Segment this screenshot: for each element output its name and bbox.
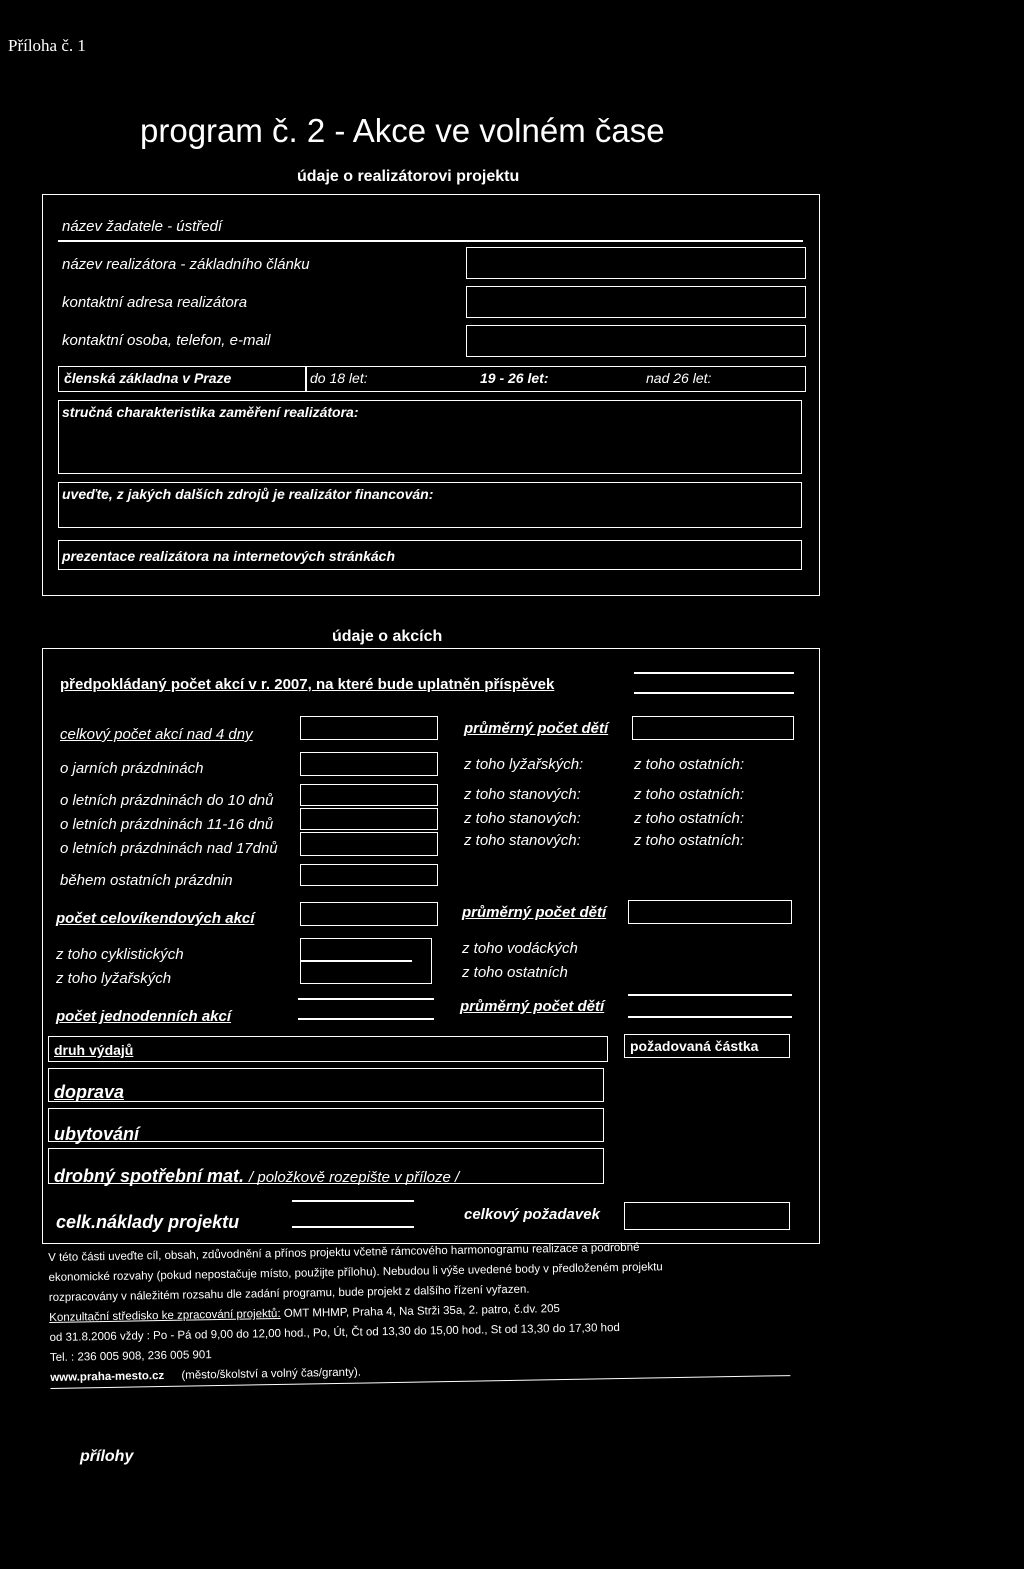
- ski-2-label: z toho lyžařských: [56, 970, 172, 987]
- divider: [634, 692, 794, 694]
- divider: [292, 1226, 414, 1228]
- divider: [298, 1018, 434, 1020]
- summer-17-camp-label: z toho stanových:: [464, 832, 581, 849]
- membership-label: členská základna v Praze: [64, 370, 232, 386]
- weekend-count-label: počet celovíkendových akcí: [56, 910, 255, 927]
- expense-type-header: druh výdajů: [54, 1042, 134, 1058]
- summer-11-16-field[interactable]: [300, 808, 438, 830]
- summer-10-label: o letních prázdninách do 10 dnů: [60, 792, 274, 809]
- water-label: z toho vodáckých: [462, 940, 578, 957]
- total-costs-label: celk.náklady projektu: [56, 1212, 240, 1232]
- contact-person-field[interactable]: [466, 325, 806, 357]
- weekend-count-field[interactable]: [300, 902, 438, 926]
- divider: [305, 366, 307, 392]
- other-holidays-label: během ostatních prázdnin: [60, 872, 233, 889]
- other-sources-label: uveďte, z jakých dalších zdrojů je realizátor financován:: [62, 486, 434, 502]
- oneday-count-label: počet jednodenních akcí: [56, 1008, 232, 1025]
- age-under18-label: do 18 let:: [310, 370, 368, 386]
- realizer-name-field[interactable]: [466, 247, 806, 279]
- summer-11-16-camp-label: z toho stanových:: [464, 810, 581, 827]
- other-2-label: z toho ostatních: [462, 964, 568, 981]
- note-line-3: rozpracovány v náležitém rozsahu dle zadání programu, bude projekt z dalšího řízení vyřazen.: [48, 1283, 530, 1304]
- total-request-field[interactable]: [624, 1202, 790, 1230]
- divider: [300, 960, 412, 962]
- divider: [628, 1016, 792, 1018]
- avg-children-label: průměrný počet dětí: [464, 720, 609, 737]
- total-over4-field[interactable]: [300, 716, 438, 740]
- spring-ski-label: z toho lyžařských:: [464, 756, 584, 773]
- spring-label: o jarních prázdninách: [60, 760, 204, 777]
- summer-17-other-label: z toho ostatních:: [634, 832, 745, 849]
- total-costs-field[interactable]: [292, 1200, 414, 1202]
- cycling-label: z toho cyklistických: [56, 946, 184, 963]
- consultation-label: Konzultační středisko ke zpracování projektů:: [49, 1307, 281, 1324]
- avg-children-3-field[interactable]: [628, 994, 792, 996]
- transport-label: doprava: [54, 1082, 125, 1102]
- age-19-26-label: 19 - 26 let:: [480, 370, 549, 386]
- web-presentation-field[interactable]: [58, 540, 802, 570]
- applicant-name-label: název žadatele - ústředí: [62, 218, 223, 235]
- transport-field[interactable]: [48, 1068, 604, 1102]
- planned-count-label: předpokládaný počet akcí v r. 2007, na které bude uplatněn příspěvek: [60, 676, 555, 693]
- avg-children-field[interactable]: [632, 716, 794, 740]
- other-holidays-field[interactable]: [300, 864, 438, 886]
- total-over4-label: celkový počet akcí nad 4 dny: [60, 726, 253, 743]
- contact-address-label: kontaktní adresa realizátora: [62, 294, 248, 311]
- avg-children-3-label: průměrný počet dětí: [460, 998, 605, 1015]
- note-line-2: ekonomické rozvahy (pokud nepostačuje místo, použijte přílohu). Nebudou li výše uvedené body v předloženém projektu: [48, 1261, 663, 1284]
- age-over26-label: nad 26 let:: [646, 370, 712, 386]
- summer-11-16-label: o letních prázdninách 11-16 dnů: [60, 816, 274, 833]
- accommodation-field[interactable]: [48, 1108, 604, 1142]
- consumables-text: drobný spotřební mat.: [54, 1166, 245, 1186]
- other-sources-field[interactable]: [58, 482, 802, 528]
- page-title: program č. 2 - Akce ve volném čase: [140, 112, 665, 149]
- events-section-heading: údaje o akcích: [332, 628, 443, 645]
- realizer-section-heading: údaje o realizátorovi projektu: [297, 168, 520, 185]
- oneday-count-field[interactable]: [298, 998, 434, 1000]
- attachments-label: přílohy: [80, 1448, 134, 1465]
- realizer-name-label: název realizátora - základního článku: [62, 256, 310, 273]
- summer-17-field[interactable]: [300, 832, 438, 856]
- website-path: (město/školství a volný čas/granty).: [181, 1366, 362, 1382]
- web-presentation-label: prezentace realizátora na internetových stránkách: [62, 548, 396, 564]
- divider: [58, 240, 803, 242]
- total-request-label: celkový požadavek: [464, 1206, 600, 1223]
- note-line-6: Tel. : 236 005 908, 236 005 901: [49, 1349, 212, 1364]
- website-link[interactable]: www.praha-mesto.cz: [50, 1369, 165, 1384]
- avg-children-2-field[interactable]: [628, 900, 792, 924]
- attachment-label: Příloha č. 1: [8, 36, 86, 55]
- characteristics-label: stručná charakteristika zaměření realizátora:: [62, 404, 359, 420]
- summer-10-camp-label: z toho stanových:: [464, 786, 581, 803]
- consumables-note: / položkově rozepište v příloze /: [249, 1169, 460, 1186]
- notes-block: [48, 1235, 790, 1389]
- characteristics-field[interactable]: [58, 400, 802, 474]
- consultation-address: OMT MHMP, Praha 4, Na Strži 35a, 2. patro, č.dv. 205: [280, 1303, 560, 1320]
- planned-count-field[interactable]: [634, 672, 794, 674]
- summer-10-other-label: z toho ostatních:: [634, 786, 745, 803]
- amount-header: požadovaná částka: [630, 1038, 759, 1054]
- contact-person-label: kontaktní osoba, telefon, e-mail: [62, 332, 271, 349]
- spring-field[interactable]: [300, 752, 438, 776]
- summer-10-field[interactable]: [300, 784, 438, 806]
- accommodation-label: ubytování: [54, 1124, 140, 1144]
- note-line-5: od 31.8.2006 vždy : Po - Pá od 9,00 do 12,00 hod., Po, Út, Čt od 13,30 do 15,00 hod., St od 13,30 do 17,30 hod: [49, 1322, 620, 1344]
- contact-address-field[interactable]: [466, 286, 806, 318]
- spring-other-label: z toho ostatních:: [634, 756, 745, 773]
- consumables-field[interactable]: [48, 1148, 604, 1184]
- summer-11-16-other-label: z toho ostatních:: [634, 810, 745, 827]
- summer-17-label: o letních prázdninách nad 17dnů: [60, 840, 278, 857]
- avg-children-2-label: průměrný počet dětí: [462, 904, 607, 921]
- note-line-1: V této části uveďte cíl, obsah, zdůvodnění a přínos projektu včetně rámcového harmonogramu realizace a podrobné: [48, 1241, 640, 1264]
